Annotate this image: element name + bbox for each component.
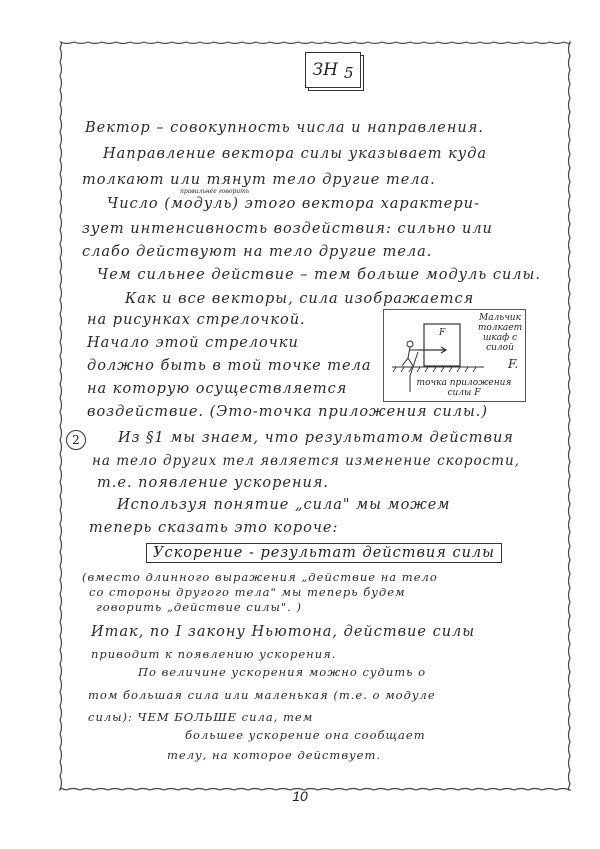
- text-line: Как и все векторы, сила изображается: [125, 291, 475, 307]
- key-statement-box: Ускорение - результат действия силы: [146, 543, 502, 563]
- text-line: Направление вектора силы указывает куда: [103, 146, 488, 162]
- note-line: со стороны другого тела" мы теперь будем: [89, 585, 406, 599]
- text-line: теперь сказать это короче:: [89, 520, 339, 536]
- diagram-caption-top: Мальчик толкает шкаф с силой: [477, 313, 523, 353]
- text-line: Начало этой стрелочки: [87, 335, 299, 351]
- text-line: зует интенсивность воздействия: сильно или: [82, 221, 493, 237]
- text-line: т.е. появление ускорения.: [97, 475, 330, 491]
- text-line: на рисунках стрелочкой.: [87, 312, 306, 328]
- text-line: должно быть в той точке тела: [87, 358, 372, 374]
- text-line: большее ускорение она сообщает: [185, 728, 426, 742]
- text-line: Чем сильнее действие – тем больше модуль силы.: [97, 267, 541, 283]
- text-line: том большая сила или маленькая (т.е. о модуле: [88, 688, 436, 702]
- note-line: (вместо длинного выражения „действие на тело: [82, 570, 438, 584]
- text-line: телу, на которое действует.: [167, 748, 382, 762]
- text-line: приводит к появлению ускорения.: [91, 647, 337, 661]
- text-line: силы): ЧЕМ БОЛЬШЕ сила, тем: [88, 710, 314, 724]
- header-number: 5: [343, 64, 354, 82]
- section-number-circle: 2: [66, 430, 86, 450]
- text-line: Итак, по I закону Ньютона, действие силы: [91, 624, 476, 640]
- text-line: слабо действуют на тело другие тела.: [82, 244, 433, 260]
- text-line: на которую осуществляется: [87, 381, 348, 397]
- text-line: Число (модуль) этого вектора характери-: [107, 196, 480, 212]
- text-line: Из §1 мы знаем, что результатом действия: [118, 430, 514, 446]
- header-label: ЗН: [312, 60, 338, 80]
- note-line: говорить „действие силы". ): [96, 600, 302, 614]
- lesson-header-box: [305, 52, 361, 88]
- force-label: F: [439, 328, 446, 338]
- annotation-note: правильнее говорить: [180, 188, 250, 195]
- force-label-end: F.: [508, 357, 519, 371]
- text-line: на тело других тел является изменение скорости,: [92, 453, 520, 469]
- text-line: По величине ускорения можно судить о: [138, 665, 426, 679]
- force-diagram: [383, 309, 526, 402]
- diagram-caption-bottom: точка приложения силы F: [416, 378, 512, 398]
- text-line: Вектор – совокупность числа и направления.: [85, 120, 484, 136]
- text-line: воздействие. (Это-точка приложения силы.): [87, 404, 489, 420]
- text-line: толкают или тянут тело другие тела.: [82, 172, 436, 188]
- page-number: 10: [292, 788, 308, 804]
- text-line: Используя понятие „сила" мы можем: [117, 497, 451, 513]
